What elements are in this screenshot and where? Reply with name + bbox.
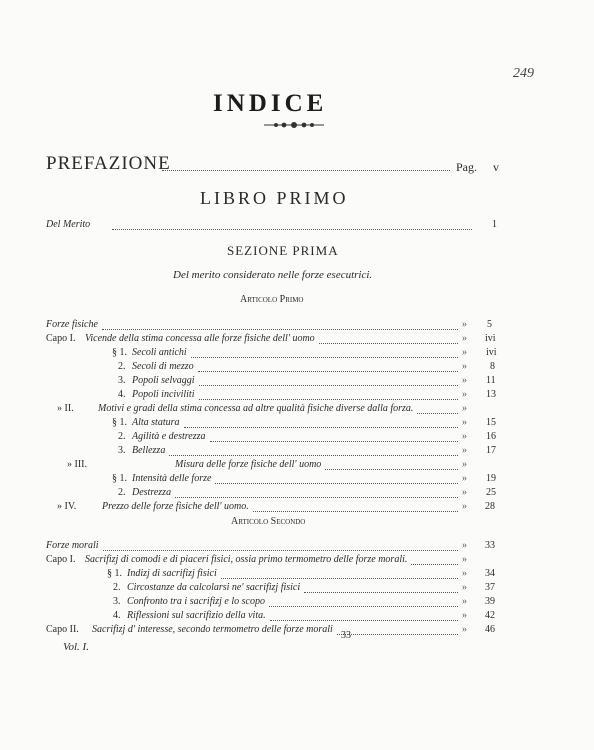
- entry-prefix: 3.: [118, 375, 126, 386]
- ditto-mark: »: [462, 361, 467, 372]
- ditto-mark: »: [462, 445, 467, 456]
- preface-label: PREFAZIONE: [46, 153, 171, 174]
- leader-dots: [210, 441, 458, 442]
- section-title: SEZIONE PRIMA: [227, 243, 339, 258]
- leader-dots: [199, 385, 459, 386]
- entry-page: 34: [485, 568, 495, 579]
- article-heading: Articolo Primo: [240, 294, 304, 305]
- leader-dots: [221, 578, 458, 579]
- entry-prefix: § 1.: [112, 417, 127, 428]
- entry-page: 15: [486, 417, 496, 428]
- ditto-mark: »: [462, 319, 467, 330]
- entry-label: Secoli antichi: [132, 347, 187, 358]
- entry-label: Prezzo delle forze fisiche dell' uomo.: [102, 501, 249, 512]
- section-subtitle: Del merito considerato nelle forze esecutrici.: [173, 269, 373, 281]
- ditto-mark: »: [462, 540, 467, 551]
- entry-label: Indizj di sacrifizj fisici: [127, 568, 217, 579]
- entry-page: ivi: [486, 347, 497, 358]
- entry-prefix: 2.: [118, 487, 126, 498]
- entry-page: 25: [486, 487, 496, 498]
- leader-dots: [191, 357, 458, 358]
- leader-dots: [112, 229, 472, 230]
- entry-label: Riflessioni sul sacrifizio della vita.: [127, 610, 266, 621]
- entry-label: Sacrifizj d' interesse, secondo termometro delle forze morali: [92, 624, 333, 635]
- ditto-mark: »: [462, 473, 467, 484]
- entry-label: Popoli inciviliti: [132, 389, 195, 400]
- entry-label: Forze morali: [46, 540, 99, 551]
- entry-page: 16: [486, 431, 496, 442]
- leader-dots: [169, 455, 458, 456]
- entry-prefix: 4.: [118, 389, 126, 400]
- ditto-mark: »: [462, 487, 467, 498]
- ditto-mark: »: [462, 431, 467, 442]
- entry-label: Popoli selvaggi: [132, 375, 195, 386]
- entry-prefix: » III.: [67, 459, 87, 470]
- entry-prefix: Capo I.: [46, 333, 76, 344]
- entry-prefix: 4.: [113, 610, 121, 621]
- entry-page: 17: [486, 445, 496, 456]
- entry-prefix: § 1.: [112, 473, 127, 484]
- leader-dots: [269, 606, 458, 607]
- entry-prefix: 2.: [113, 582, 121, 593]
- leader-dots: [175, 497, 458, 498]
- ornament-icon: [264, 121, 324, 129]
- index-title: INDICE: [213, 90, 328, 117]
- entry-page: 8: [490, 361, 495, 372]
- entry-label: Intensità delle forze: [132, 473, 212, 484]
- entry-page: 13: [486, 389, 496, 400]
- entry-label: Sacrifizj di comodi e di piaceri fisici, ossia primo termometro delle forze morali.: [85, 554, 408, 565]
- entry-page: 42: [485, 610, 495, 621]
- entry-label: Secoli di mezzo: [132, 361, 194, 372]
- entry-page: 5: [487, 319, 492, 330]
- entry-label: Motivi e gradi della stima concessa ad altre qualità fisiche diverse dalla forza.: [98, 403, 414, 414]
- leader-dots: [253, 511, 458, 512]
- leader-dots: [337, 634, 458, 635]
- entry-label: Confronto tra i sacrifizj e lo scopo: [127, 596, 265, 607]
- ditto-mark: »: [462, 501, 467, 512]
- leader-dots: [270, 620, 458, 621]
- entry-prefix: Capo II.: [46, 624, 79, 635]
- entry-label: Forze fisiche: [46, 319, 98, 330]
- ditto-mark: »: [462, 624, 467, 635]
- leader-dots: [325, 469, 458, 470]
- entry-page: 11: [486, 375, 496, 386]
- ditto-mark: »: [462, 459, 467, 470]
- entry-page: 28: [485, 501, 495, 512]
- leader-dots: [162, 170, 450, 171]
- entry-page: 39: [485, 596, 495, 607]
- entry-label: Destrezza: [132, 487, 172, 498]
- entry-label: Bellezza: [132, 445, 166, 456]
- entry-prefix: 2.: [118, 431, 126, 442]
- leader-dots: [417, 413, 458, 414]
- leader-dots: [199, 399, 459, 400]
- leader-dots: [102, 329, 458, 330]
- entry-page: 37: [485, 582, 495, 593]
- signature-mark: 33: [341, 630, 351, 641]
- ditto-mark: »: [462, 554, 467, 565]
- ditto-mark: »: [462, 403, 467, 414]
- entry-prefix: 3.: [118, 445, 126, 456]
- entry-prefix: § 1.: [112, 347, 127, 358]
- entry-page: 19: [486, 473, 496, 484]
- entry-prefix: » II.: [57, 403, 74, 414]
- entry-prefix: § 1.: [107, 568, 122, 579]
- leader-dots: [411, 564, 458, 565]
- page-number: 249: [513, 66, 534, 81]
- del-merito-page: 1: [492, 219, 497, 230]
- entry-label: Misura delle forze fisiche dell' uomo: [175, 459, 322, 470]
- book-title: LIBRO PRIMO: [200, 188, 349, 208]
- ditto-mark: »: [462, 389, 467, 400]
- ditto-mark: »: [462, 417, 467, 428]
- entry-prefix: Capo I.: [46, 554, 76, 565]
- ditto-mark: »: [462, 347, 467, 358]
- pag-label: Pag.: [456, 160, 477, 174]
- leader-dots: [184, 427, 458, 428]
- del-merito-label: Del Merito: [46, 219, 91, 230]
- leader-dots: [215, 483, 458, 484]
- entry-label: Vicende della stima concessa alle forze fisiche dell' uomo: [85, 333, 315, 344]
- ditto-mark: »: [462, 333, 467, 344]
- ditto-mark: »: [462, 610, 467, 621]
- entry-label: Alta statura: [132, 417, 180, 428]
- leader-dots: [319, 343, 458, 344]
- leader-dots: [198, 371, 458, 372]
- entry-label: Circostanze da calcolarsi ne' sacrifizj fisici: [127, 582, 301, 593]
- entry-page: 33: [485, 540, 495, 551]
- ditto-mark: »: [462, 596, 467, 607]
- entry-prefix: » IV.: [57, 501, 77, 512]
- entry-prefix: 3.: [113, 596, 121, 607]
- ditto-mark: »: [462, 568, 467, 579]
- entry-label: Agilità e destrezza: [132, 431, 206, 442]
- volume-mark: Vol. I.: [63, 641, 89, 653]
- entry-page: 46: [485, 624, 495, 635]
- leader-dots: [304, 592, 458, 593]
- leader-dots: [103, 550, 459, 551]
- ditto-mark: »: [462, 582, 467, 593]
- ditto-mark: »: [462, 375, 467, 386]
- article-heading: Articolo Secondo: [231, 516, 306, 527]
- entry-prefix: 2.: [118, 361, 126, 372]
- entry-page: ivi: [485, 333, 496, 344]
- preface-page: v: [493, 160, 499, 174]
